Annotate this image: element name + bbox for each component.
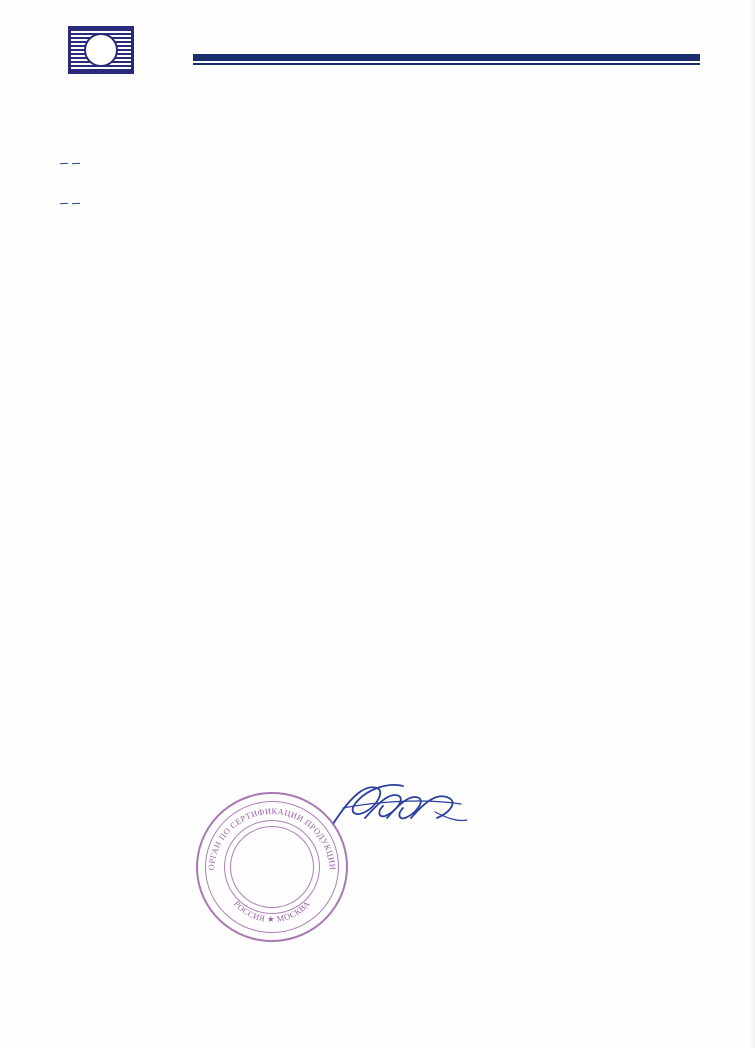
header-rule-thick [193, 54, 700, 61]
logo-label [84, 33, 118, 67]
letterhead [60, 18, 700, 128]
rs-logo [68, 26, 134, 74]
outgoing-date [60, 162, 68, 164]
outgoing-number [72, 162, 80, 164]
incoming-number [60, 202, 68, 204]
round-seal-stamp [196, 792, 348, 942]
reference-block [60, 148, 480, 228]
seal-bottom-arc-text: РОССИЯ ★ МОСКВА [232, 899, 312, 925]
scan-edge-shadow [751, 0, 755, 1048]
header-rule-thin [193, 63, 700, 65]
seal-arc-text [196, 792, 348, 942]
letter-body [60, 360, 692, 361]
incoming-date [72, 202, 80, 204]
seal-top-arc-text: ОРГАН ПО СЕРТИФИКАЦИИ ПРОДУКЦИИ [206, 806, 338, 871]
